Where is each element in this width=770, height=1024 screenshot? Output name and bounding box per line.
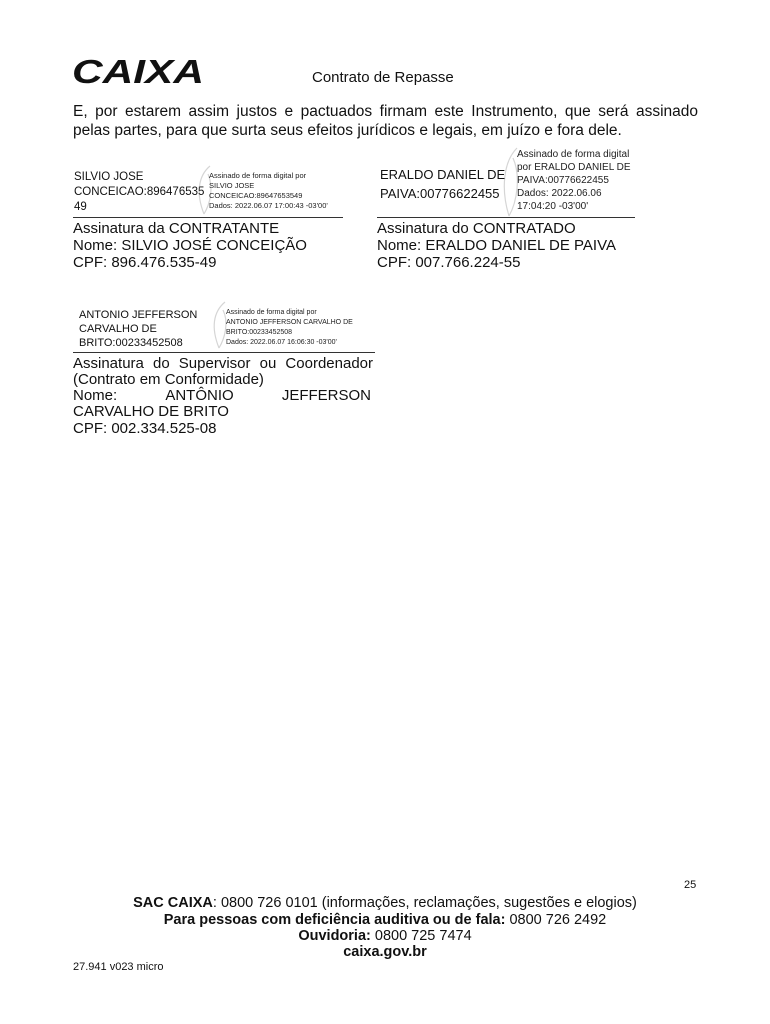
logo-text: CAIXA — [72, 56, 204, 86]
supervisor-role-note: (Contrato em Conformidade) — [73, 371, 264, 388]
contratado-signature-line — [377, 217, 635, 218]
sac-label: SAC CAIXA — [133, 895, 213, 911]
footer-site-link[interactable]: caixa.gov.br — [343, 944, 427, 960]
ouvidoria-label: Ouvidoria: — [298, 928, 371, 944]
footer-sac-line — [0, 895, 770, 911]
deficiencia-label: Para pessoas com deficiência auditiva ou de fala: — [163, 912, 506, 928]
page-number: 25 — [684, 879, 697, 891]
supervisor-digital-stamp: Assinado de forma digital por ANTONIO JEFFERSON CARVALHO DE BRITO:00233452508 Dados: 2022.06.07 16:06:30 -03'00' — [226, 309, 353, 346]
supervisor-cpf: CPF: 002.334.525-08 — [73, 420, 217, 437]
supervisor-signer: ANTONIO JEFFERSON CARVALHO DE BRITO:00233452508 — [79, 309, 198, 349]
supervisor-name-label: Nome: — [73, 387, 118, 404]
contratante-signature-line — [73, 217, 343, 218]
contratado-role: Assinatura do CONTRATADO — [377, 220, 576, 237]
contratado-cpf: CPF: 007.766.224-55 — [377, 254, 521, 271]
supervisor-name-line — [73, 388, 371, 404]
contratante-signer: SILVIO JOSE CONCEICAO:896476535 49 — [74, 171, 205, 213]
document-code: 27.941 v023 micro — [73, 961, 164, 973]
contratado-digital-stamp: Assinado de forma digital por ERALDO DANIEL DE PAIVA:00776622455 Dados: 2022.06.06 17:04:20 -03'00' — [517, 149, 631, 212]
supervisor-role: Assinatura do Supervisor ou Coordenador — [73, 355, 373, 372]
document-title: Contrato de Repasse — [312, 69, 454, 86]
contratante-name: Nome: SILVIO JOSÉ CONCEIÇÃO — [73, 237, 307, 254]
contratante-role: Assinatura da CONTRATANTE — [73, 220, 280, 237]
caixa-logo — [72, 56, 206, 86]
contratado-name: Nome: ERALDO DANIEL DE PAIVA — [377, 237, 616, 254]
supervisor-name-rest: CARVALHO DE BRITO — [73, 403, 229, 420]
supervisor-name-first: ANTÔNIO — [165, 387, 234, 404]
supervisor-signature-line — [73, 352, 375, 353]
intro-paragraph: E, por estarem assim justos e pactuados firmam este Instrumento, que será assinado pelas partes, para que surta seus efeitos jurídicos e legais, em juízo e fora dele. — [73, 103, 698, 139]
contratante-digital-stamp: Assinado de forma digital por SILVIO JOSE CONCEICAO:89647653549 Dados: 2022.06.07 17:00:43 -03'00' — [209, 171, 328, 210]
deficiencia-phone: 0800 726 2492 — [505, 912, 607, 928]
footer-deficiencia-line — [0, 912, 770, 928]
footer-ouvidoria-line — [0, 928, 770, 944]
ouvidoria-phone: 0800 725 7474 — [370, 928, 472, 944]
sac-text: : 0800 726 0101 (informações, reclamações, sugestões e elogios) — [212, 895, 637, 911]
supervisor-name-second: JEFFERSON — [281, 387, 371, 404]
contratante-cpf: CPF: 896.476.535-49 — [73, 254, 217, 271]
contratado-signer: ERALDO DANIEL DE PAIVA:00776622455 — [380, 167, 506, 201]
